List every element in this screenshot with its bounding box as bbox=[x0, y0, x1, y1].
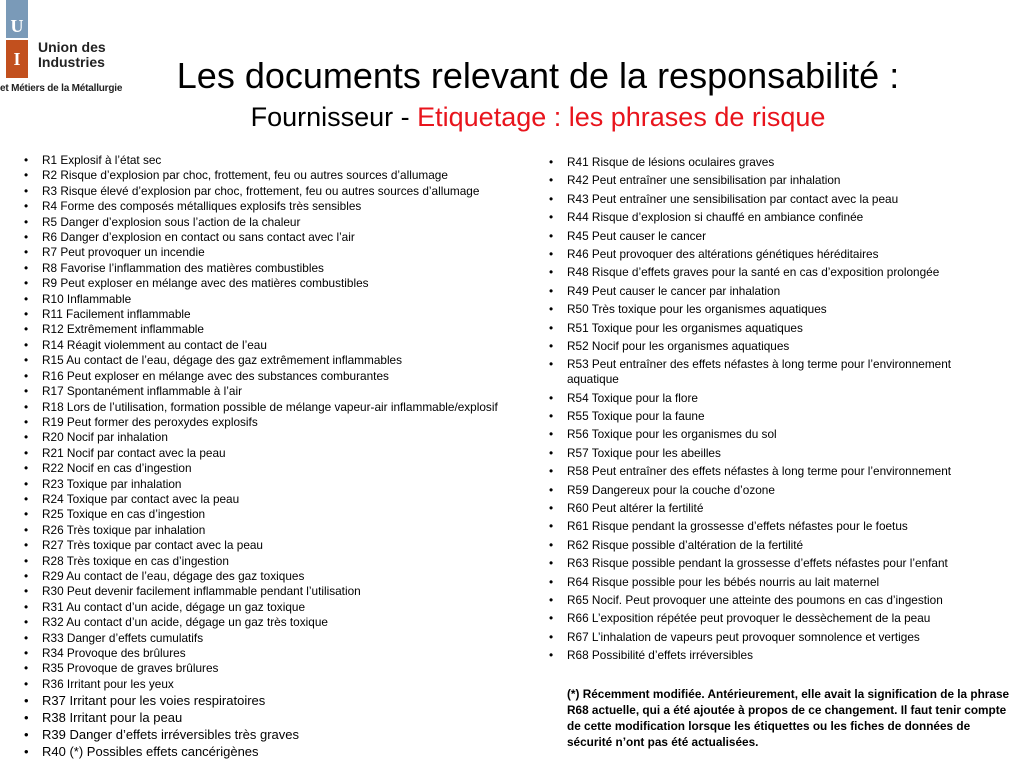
list-item: • R33 Danger d’effets cumulatifs bbox=[22, 631, 542, 646]
list-item: • R53 Peut entraîner des effets néfastes à long terme pour l’environnement aquatique bbox=[547, 357, 1017, 387]
list-item: • R11 Facilement inflammable bbox=[22, 307, 542, 322]
logo-letter-u: U bbox=[6, 0, 28, 38]
list-item: • R40 (*) Possibles effets cancérigènes bbox=[22, 743, 542, 760]
list-item: • R22 Nocif en cas d’ingestion bbox=[22, 461, 542, 476]
list-item: • R60 Peut altérer la fertilité bbox=[547, 501, 1017, 516]
risk-phrases-right-list bbox=[547, 155, 1017, 667]
list-item: • R19 Peut former des peroxydes explosifs bbox=[22, 415, 542, 430]
page-subtitle bbox=[128, 100, 948, 134]
list-item: • R59 Dangereux pour la couche d’ozone bbox=[547, 483, 1017, 498]
list-item: • R45 Peut causer le cancer bbox=[547, 229, 1017, 244]
uimm-logo bbox=[0, 0, 123, 100]
list-item: • R6 Danger d’explosion en contact ou sans contact avec l’air bbox=[22, 230, 542, 245]
logo-line-3: et Métiers de la Métallurgie bbox=[0, 83, 123, 94]
list-item: • R38 Irritant pour la peau bbox=[22, 709, 542, 726]
list-item: • R30 Peut devenir facilement inflammable pendant l’utilisation bbox=[22, 584, 542, 599]
logo-mark bbox=[6, 0, 28, 78]
list-item: • R51 Toxique pour les organismes aquatiques bbox=[547, 321, 1017, 336]
list-item: • R16 Peut exploser en mélange avec des substances comburantes bbox=[22, 369, 542, 384]
list-item: • R17 Spontanément inflammable à l’air bbox=[22, 384, 542, 399]
list-item: • R2 Risque d’explosion par choc, frottement, feu ou autres sources d’allumage bbox=[22, 168, 542, 183]
list-item: • R64 Risque possible pour les bébés nourris au lait maternel bbox=[547, 575, 1017, 590]
list-item: • R7 Peut provoquer un incendie bbox=[22, 245, 542, 260]
list-item: • R50 Très toxique pour les organismes aquatiques bbox=[547, 302, 1017, 317]
footnote: (*) Récemment modifiée. Antérieurement, elle avait la signification de la phrase R68 actuelle, qui a été ajoutée à propos de ce changement. Il faut tenir compte de cette modification lorsque les étiquettes ou les fiches de données de sécurité n’ont pas été actualisées. bbox=[567, 687, 1010, 749]
list-item: • R8 Favorise l’inflammation des matières combustibles bbox=[22, 261, 542, 276]
list-item: • R68 Possibilité d’effets irréversibles bbox=[547, 648, 1017, 663]
list-item: • R35 Provoque de graves brûlures bbox=[22, 661, 542, 676]
list-item: • R62 Risque possible d’altération de la fertilité bbox=[547, 538, 1017, 553]
list-item: • R18 Lors de l’utilisation, formation possible de mélange vapeur-air inflammable/explosif bbox=[22, 400, 542, 415]
list-item: • R31 Au contact d’un acide, dégage un gaz toxique bbox=[22, 600, 542, 615]
list-item: • R48 Risque d’effets graves pour la santé en cas d’exposition prolongée bbox=[547, 265, 1017, 280]
list-item: • R3 Risque élevé d’explosion par choc, frottement, feu ou autres sources d’allumage bbox=[22, 184, 542, 199]
logo-line-2: Industries bbox=[38, 54, 105, 70]
list-item: • R43 Peut entraîner une sensibilisation par contact avec la peau bbox=[547, 192, 1017, 207]
list-item: • R23 Toxique par inhalation bbox=[22, 477, 542, 492]
list-item: • R63 Risque possible pendant la grossesse d’effets néfastes pour l’enfant bbox=[547, 556, 1017, 571]
list-item: • R57 Toxique pour les abeilles bbox=[547, 446, 1017, 461]
list-item: • R49 Peut causer le cancer par inhalation bbox=[547, 284, 1017, 299]
list-item: • R26 Très toxique par inhalation bbox=[22, 523, 542, 538]
list-item: • R21 Nocif par contact avec la peau bbox=[22, 446, 542, 461]
list-item: • R58 Peut entraîner des effets néfastes à long terme pour l’environnement bbox=[547, 464, 1017, 479]
list-item: • R46 Peut provoquer des altérations génétiques héréditaires bbox=[547, 247, 1017, 262]
list-item: • R10 Inflammable bbox=[22, 292, 542, 307]
page-title: Les documents relevant de la responsabilité : bbox=[176, 55, 900, 96]
list-item: • R52 Nocif pour les organismes aquatiques bbox=[547, 339, 1017, 354]
list-item: • R65 Nocif. Peut provoquer une atteinte des poumons en cas d’ingestion bbox=[547, 593, 1017, 608]
list-item: • R20 Nocif par inhalation bbox=[22, 430, 542, 445]
list-item: • R54 Toxique pour la flore bbox=[547, 391, 1017, 406]
list-item: • R5 Danger d’explosion sous l’action de la chaleur bbox=[22, 215, 542, 230]
list-item: • R15 Au contact de l’eau, dégage des gaz extrêmement inflammables bbox=[22, 353, 542, 368]
list-item: • R56 Toxique pour les organismes du sol bbox=[547, 427, 1017, 442]
list-item: • R29 Au contact de l’eau, dégage des gaz toxiques bbox=[22, 569, 542, 584]
list-item: • R44 Risque d’explosion si chauffé en ambiance confinée bbox=[547, 210, 1017, 225]
list-item: • R25 Toxique en cas d’ingestion bbox=[22, 507, 542, 522]
list-item: • R67 L’inhalation de vapeurs peut provoquer somnolence et vertiges bbox=[547, 630, 1017, 645]
risk-phrases-left-list bbox=[22, 153, 542, 760]
list-item: • R27 Très toxique par contact avec la peau bbox=[22, 538, 542, 553]
list-item: • R42 Peut entraîner une sensibilisation par inhalation bbox=[547, 173, 1017, 188]
list-item: • R28 Très toxique en cas d’ingestion bbox=[22, 554, 542, 569]
list-item: • R36 Irritant pour les yeux bbox=[22, 677, 542, 692]
list-item: • R9 Peut exploser en mélange avec des matières combustibles bbox=[22, 276, 542, 291]
list-item: • R32 Au contact d’un acide, dégage un gaz très toxique bbox=[22, 615, 542, 630]
logo-line-1: Union des bbox=[38, 39, 106, 55]
list-item: • R55 Toxique pour la faune bbox=[547, 409, 1017, 424]
list-item: • R41 Risque de lésions oculaires graves bbox=[547, 155, 1017, 170]
list-item: • R4 Forme des composés métalliques explosifs très sensibles bbox=[22, 199, 542, 214]
list-item: • R24 Toxique par contact avec la peau bbox=[22, 492, 542, 507]
list-item: • R39 Danger d’effets irréversibles très graves bbox=[22, 726, 542, 743]
list-item: • R37 Irritant pour les voies respiratoires bbox=[22, 692, 542, 709]
logo-text bbox=[38, 40, 106, 70]
list-item: • R34 Provoque des brûlures bbox=[22, 646, 542, 661]
list-item: • R61 Risque pendant la grossesse d’effets néfastes pour le foetus bbox=[547, 519, 1017, 534]
list-item: • R12 Extrêmement inflammable bbox=[22, 322, 542, 337]
logo-letter-i: I bbox=[6, 40, 28, 78]
list-item: • R66 L’exposition répétée peut provoquer le dessèchement de la peau bbox=[547, 611, 1017, 626]
list-item: • R1 Explosif à l’état sec bbox=[22, 153, 542, 168]
list-item: • R14 Réagit violemment au contact de l’eau bbox=[22, 338, 542, 353]
subtitle-prefix: Fournisseur - bbox=[250, 102, 418, 132]
subtitle-highlight: Etiquetage : les phrases de risque bbox=[417, 102, 826, 132]
